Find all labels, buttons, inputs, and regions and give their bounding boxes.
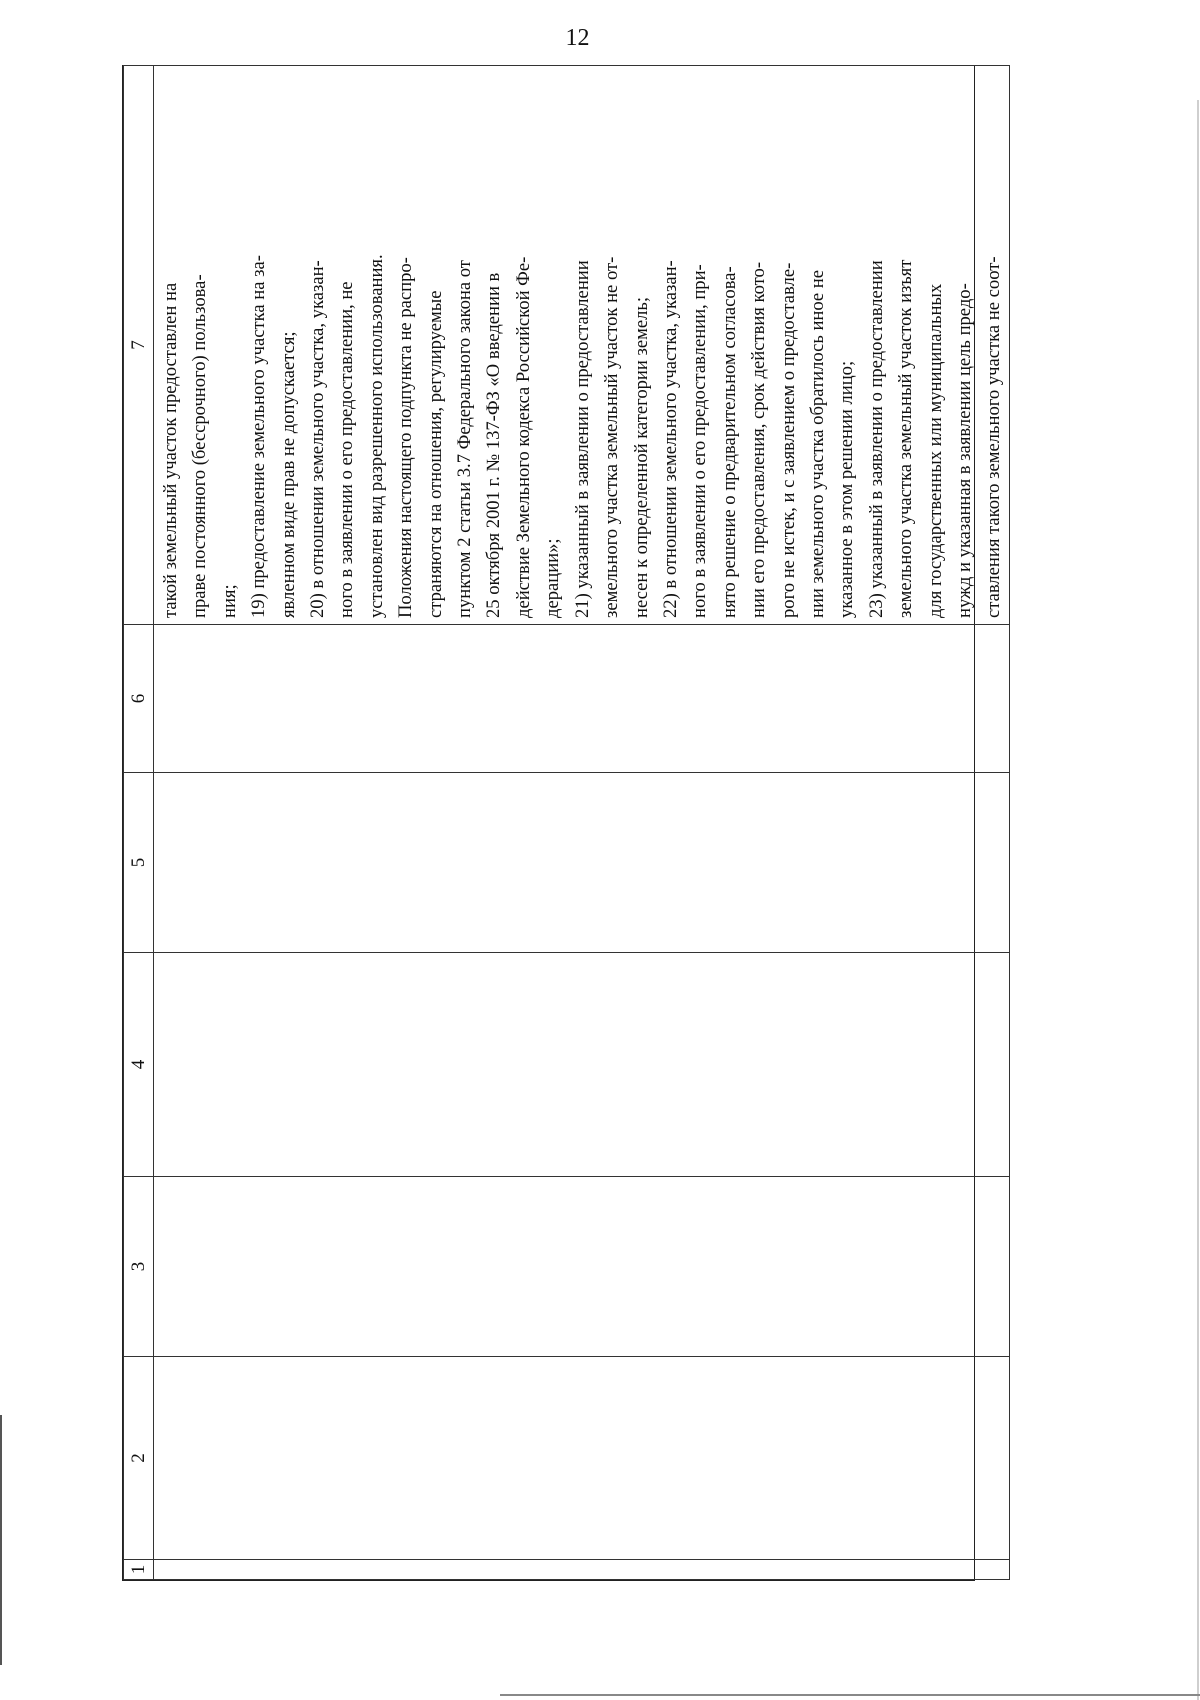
col7-line: несен к определенной категории земель; — [630, 296, 652, 618]
column-number-7: 7 — [124, 66, 154, 625]
rotated-table-content — [123, 66, 1005, 1580]
column-number-row — [124, 66, 154, 1580]
cell-col5 — [154, 773, 1010, 953]
cell-col3 — [154, 1177, 1010, 1357]
cell-col7-text — [154, 66, 1010, 625]
scan-edge-left — [0, 1415, 2, 1665]
col7-line: ного в заявлении о его предоставлении, при- — [689, 264, 711, 618]
col7-line: действие Земельного кодекса Российской Фе- — [512, 256, 534, 618]
cell-col4 — [154, 953, 1010, 1177]
page-number: 12 — [565, 25, 590, 51]
col7-line: установлен вид разрешенного использования. — [365, 254, 387, 618]
col7-line: нято решение о предварительном согласова- — [718, 266, 740, 618]
col7-line: праве постоянного (бессрочного) пользова- — [189, 274, 211, 618]
column-number-3: 3 — [124, 1177, 154, 1357]
col7-line: 21) указанный в заявлении о предоставлении — [571, 260, 593, 618]
scan-edge-right — [1197, 100, 1199, 1700]
col7-line: 20) в отношении земельного участка, указан- — [307, 260, 329, 618]
col7-line: 19) предоставление земельного участка на за- — [248, 255, 270, 618]
col7-line: такой земельный участок предоставлен на — [160, 282, 181, 618]
col7-line: для государственных или муниципальных — [924, 283, 946, 618]
col7-line: 23) указанный в заявлении о предоставлении — [865, 260, 887, 618]
col7-line: явленном виде прав не допускается; — [277, 331, 299, 618]
column-number-4: 4 — [124, 953, 154, 1177]
col7-line: нии его предоставления, срок действия кото- — [748, 261, 770, 618]
rotated-table-frame — [122, 65, 1005, 1581]
col7-line: ставления такого земельного участка не соот- — [983, 256, 1005, 618]
table-row — [154, 66, 1010, 1580]
col7-line: земельного участка земельный участок не от- — [601, 256, 623, 618]
col7-line: указанное в этом решении лицо; — [836, 360, 858, 618]
cell-col1 — [154, 1560, 1010, 1580]
col7-line: нужд и указанная в заявлении цель предо- — [953, 283, 975, 618]
col7-line: 22) в отношении земельного участка, указан- — [659, 260, 681, 618]
column-number-5: 5 — [124, 773, 154, 953]
cell-col6 — [154, 625, 1010, 773]
col7-line: страняются на отношения, регулируемые — [424, 290, 446, 618]
col7-line: рого не истек, и с заявлением о предоставле- — [777, 262, 799, 618]
col7-line: ного в заявлении о его предоставлении, не — [336, 281, 358, 618]
column-number-1: 1 — [124, 1560, 154, 1580]
col7-line: ния; — [218, 584, 240, 618]
col7-line: нии земельного участка обратилось иное не — [806, 269, 828, 618]
col7-line: дерации»; — [542, 538, 564, 618]
cell-col2 — [154, 1357, 1010, 1560]
document-table — [123, 65, 1010, 1580]
col7-line: 25 октября 2001 г. № 137-ФЗ «О введении в — [483, 272, 505, 618]
col7-line: земельного участка земельный участок изъят — [895, 259, 917, 618]
column-number-6: 6 — [124, 625, 154, 773]
column-number-2: 2 — [124, 1357, 154, 1560]
col7-line: Положения настоящего подпункта не распро- — [395, 257, 417, 618]
col7-line: пунктом 2 статьи 3.7 Федерального закона от — [454, 260, 476, 618]
